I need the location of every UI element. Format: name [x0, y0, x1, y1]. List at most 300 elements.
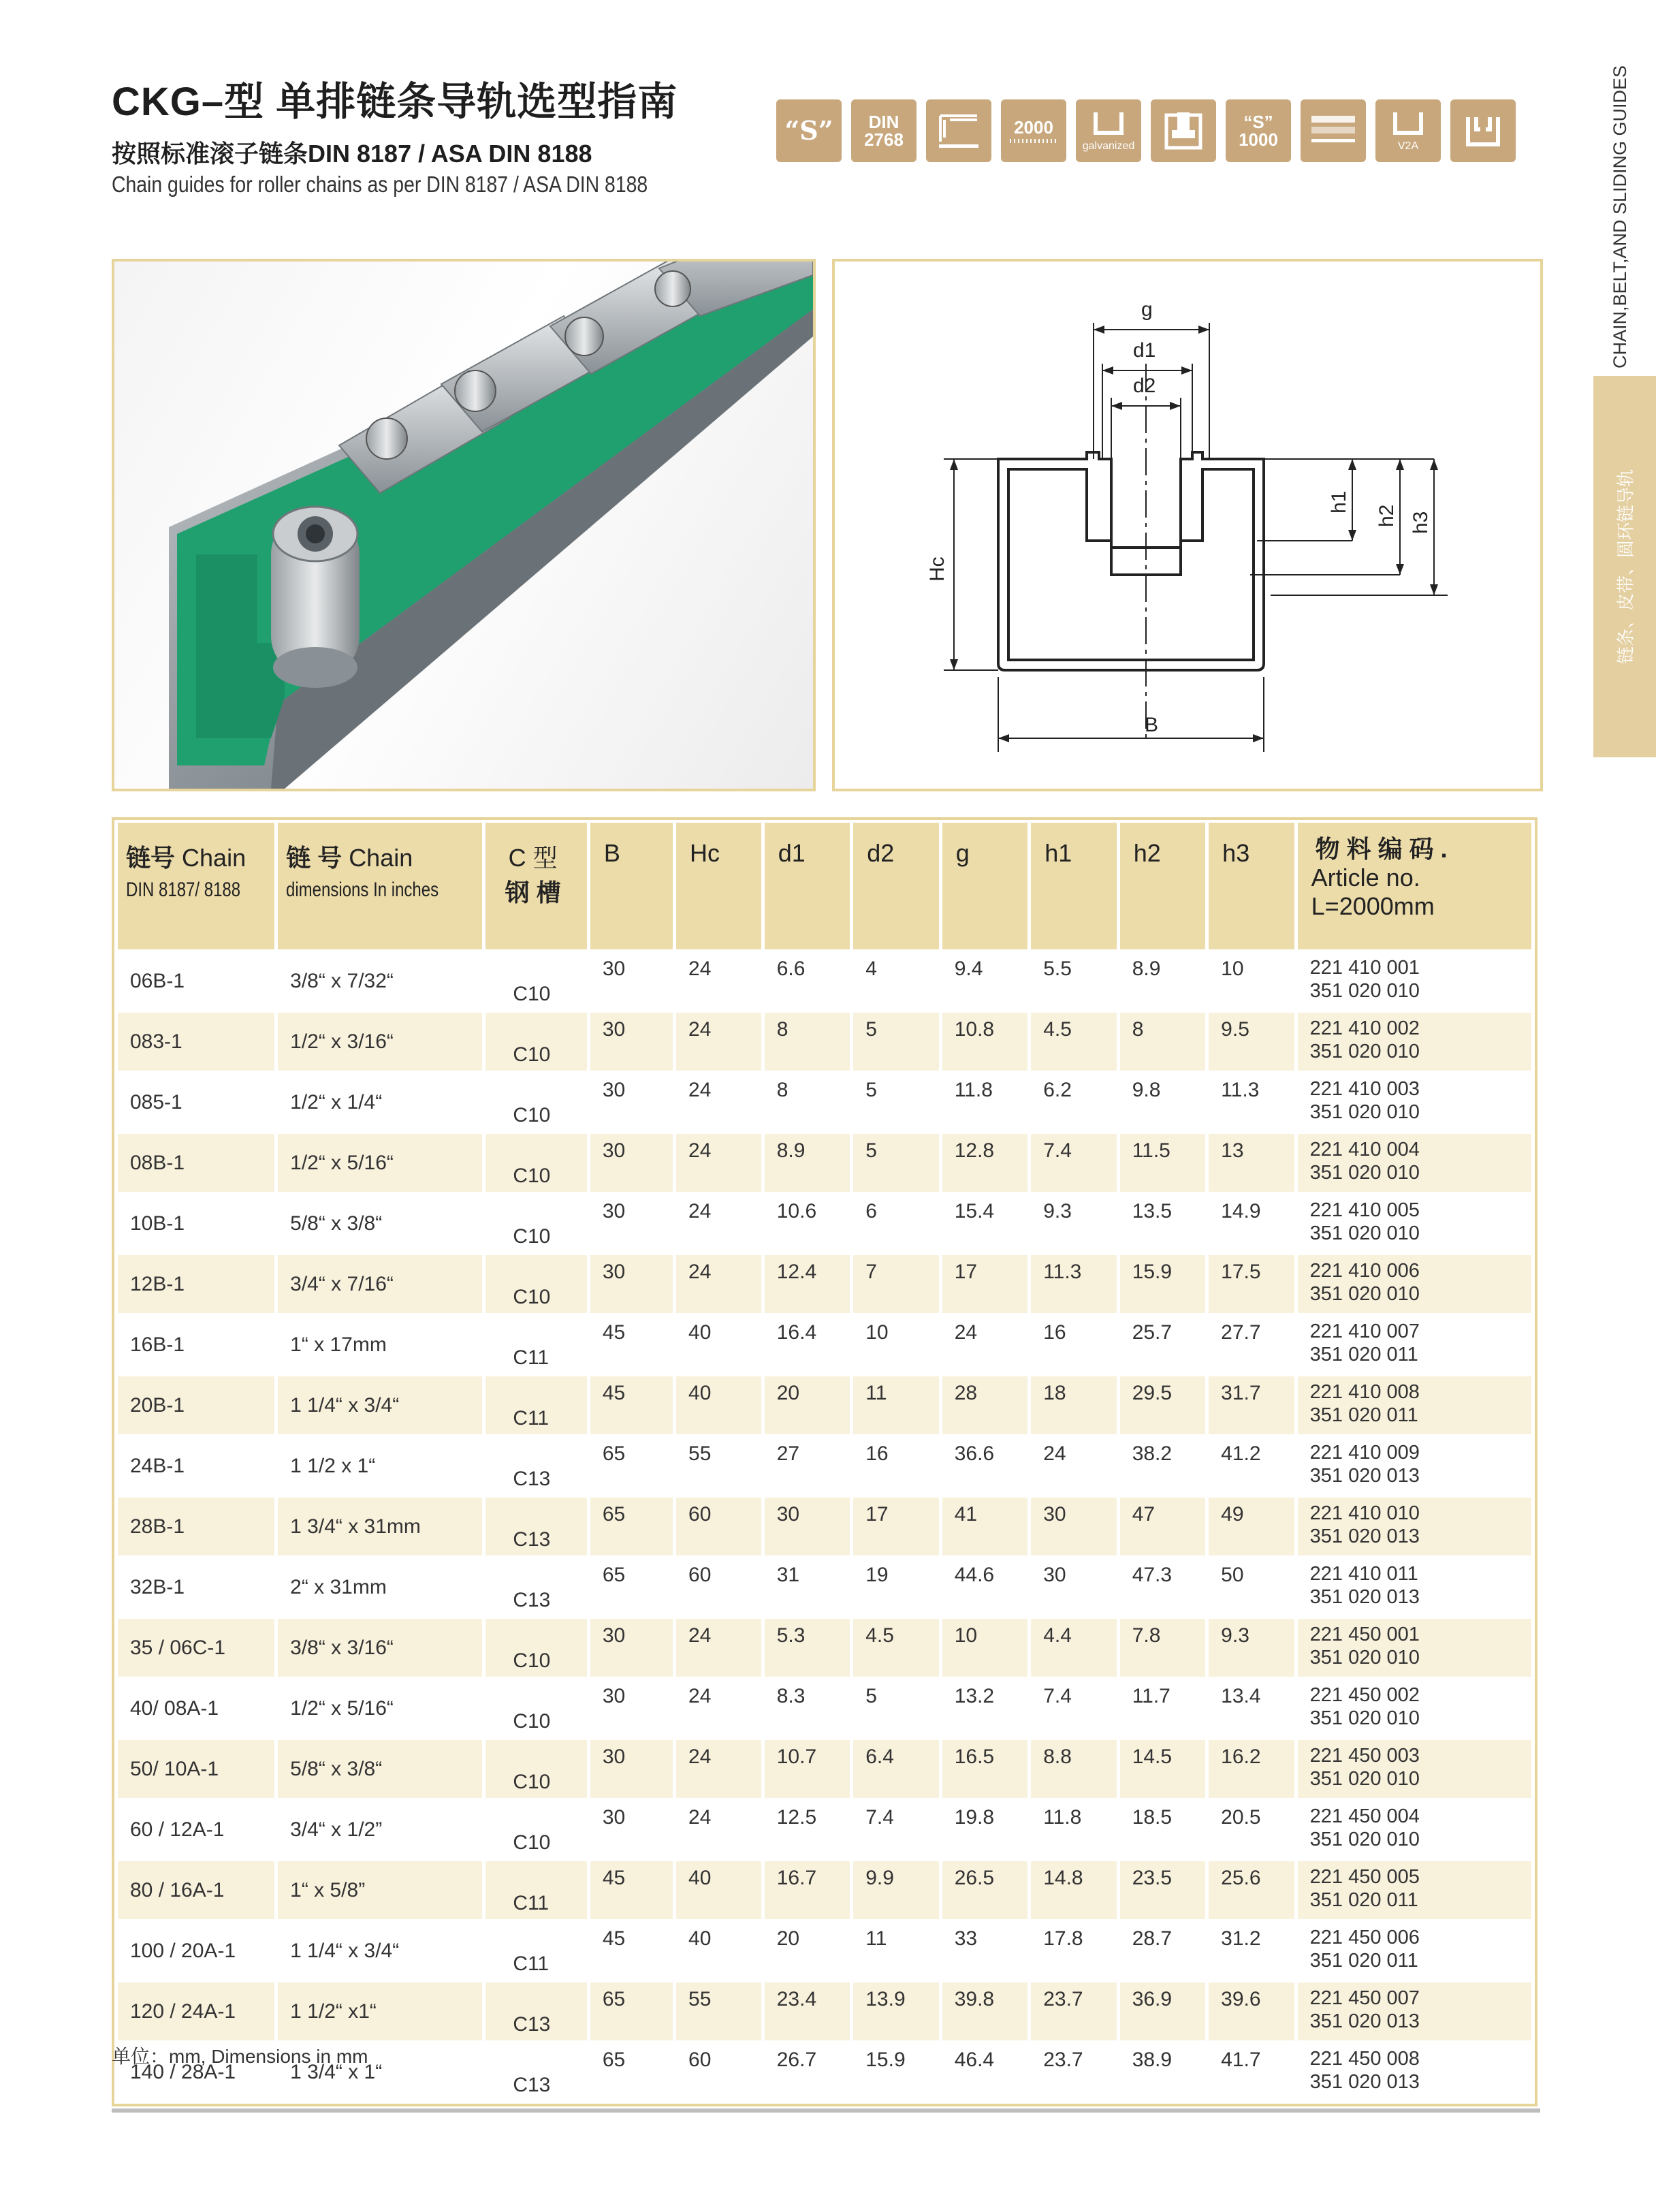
- article-no-primary: 221 450 008: [1309, 2048, 1420, 2070]
- cell-article-no: [1298, 1316, 1531, 1374]
- cell-g: 28: [942, 1376, 1027, 1434]
- cell-ctype: C13: [513, 2074, 551, 2096]
- cell-b: 30: [590, 1013, 673, 1071]
- col-g: g: [942, 823, 1027, 949]
- article-no-secondary: 351 020 010: [1309, 1162, 1420, 1184]
- cell-d2: 17: [853, 1498, 938, 1555]
- cell-g: 16.5: [942, 1740, 1027, 1798]
- cell-ctype: C10: [485, 1134, 587, 1192]
- cell-dim: 1 1/4“ x 3/4“: [278, 1376, 482, 1434]
- dim-label-d1: d1: [1133, 339, 1156, 362]
- table-row: [118, 1558, 1531, 1616]
- cell-chain: 80 / 16A-1: [118, 1861, 274, 1919]
- col-c-type: C 型 钢 槽: [485, 823, 587, 949]
- col-b: B: [590, 823, 673, 949]
- cell-h2: 36.9: [1120, 1982, 1205, 2040]
- cell-h3: 41.7: [1221, 2049, 1261, 2071]
- cell-g: 41: [942, 1498, 1027, 1555]
- cell-dim: 1/2“ x 5/16“: [278, 1134, 482, 1192]
- cell-d1: 8: [765, 1013, 850, 1071]
- cell-h2: 47.3: [1132, 1564, 1173, 1586]
- badge-s-1000-icon: “S” 1000: [1226, 99, 1291, 162]
- cell-h2: 25.7: [1132, 1321, 1173, 1344]
- cell-h1: 16: [1043, 1321, 1066, 1344]
- col-chain-dim: 链 号 Chain dimensions In inches: [278, 823, 482, 949]
- table-row: [118, 1922, 1531, 1980]
- cell-h1: 5.5: [1043, 958, 1072, 980]
- cell-h2: 14.5: [1120, 1740, 1205, 1798]
- cell-ctype: C11: [485, 1376, 587, 1434]
- cell-d2: 13.9: [853, 1982, 938, 2040]
- cell-b: 30: [602, 1079, 626, 1101]
- cell-d2: 15.9: [865, 2049, 906, 2071]
- cell-d1: 26.7: [776, 2049, 817, 2071]
- col-h3: h3: [1209, 823, 1294, 949]
- cell-d1: 8.9: [765, 1134, 850, 1192]
- cell-g: 24: [954, 1321, 978, 1344]
- cell-b: 30: [602, 1685, 626, 1707]
- cell-d2: 4.5: [853, 1619, 938, 1677]
- col-h2: h2: [1120, 823, 1205, 949]
- cell-d1: 10.6: [776, 1200, 817, 1222]
- side-category-tab: 链条、皮带、圆环链导轨: [1593, 376, 1656, 757]
- cell-h3: 16.2: [1209, 1740, 1294, 1798]
- cell-dim: 2“ x 31mm: [290, 1575, 387, 1598]
- cell-article-no: [1298, 1619, 1531, 1677]
- article-no-secondary: 351 020 010: [1309, 1829, 1420, 1850]
- badge-v2a-icon: V2A: [1375, 99, 1441, 162]
- dim-label-b: B: [1145, 714, 1159, 736]
- cell-ctype: C10: [485, 1740, 587, 1798]
- profile-drawing: [832, 259, 1543, 791]
- cell-g: 13.2: [954, 1685, 995, 1707]
- cell-h2: 28.7: [1132, 1927, 1173, 1950]
- badge-2000-length-icon: 2000: [1001, 99, 1066, 162]
- article-no-primary: 221 410 005: [1309, 1199, 1420, 1221]
- article-no-primary: 221 450 006: [1309, 1927, 1420, 1948]
- cell-ctype: C10: [513, 1710, 551, 1733]
- col-chain-no: 链号 Chain DIN 8187/ 8188: [118, 823, 274, 949]
- cell-article-no: [1298, 1558, 1531, 1616]
- badge-length-profile-icon: [926, 99, 991, 162]
- cell-ctype: C10: [485, 1255, 587, 1313]
- col-article-no: 物 料 编 码 . Article no. L=2000mm: [1298, 823, 1531, 949]
- cell-dim: 5/8“ x 3/8“: [278, 1740, 482, 1798]
- cell-chain: 140 / 28A-1: [130, 2060, 236, 2083]
- cell-d2: 5: [853, 1013, 938, 1071]
- cell-chain: 06B-1: [130, 969, 185, 992]
- cell-h2: 38.2: [1132, 1442, 1173, 1465]
- cell-h1: 4.5: [1031, 1013, 1116, 1071]
- cell-article-no: [1298, 1982, 1531, 2040]
- cell-ctype: C13: [513, 1589, 551, 1611]
- cell-hc: 24: [688, 1079, 712, 1101]
- article-no-secondary: 351 020 011: [1309, 1889, 1418, 1911]
- cell-b: 65: [602, 1442, 626, 1465]
- cell-h1: 4.4: [1031, 1619, 1116, 1677]
- col-d2: d2: [853, 823, 938, 949]
- cell-ctype: C10: [513, 1831, 551, 1854]
- cell-h1: 11.3: [1031, 1255, 1116, 1313]
- cell-h2: 23.5: [1120, 1861, 1205, 1919]
- cell-d1: 6.6: [776, 958, 806, 980]
- article-no-primary: 221 410 008: [1309, 1381, 1420, 1403]
- cell-g: 12.8: [942, 1134, 1027, 1192]
- cell-h2: 9.8: [1132, 1079, 1161, 1101]
- cell-d1: 8: [776, 1079, 788, 1101]
- article-no-primary: 221 450 005: [1309, 1866, 1420, 1888]
- table-row: [118, 952, 1531, 1010]
- table-row: [118, 1255, 1531, 1313]
- badge-profile-section-icon: [1450, 99, 1516, 162]
- table-row: [118, 1316, 1531, 1374]
- cell-article-no: [1298, 1861, 1531, 1919]
- dim-label-g: g: [1141, 298, 1153, 321]
- cell-article-no: [1298, 1437, 1531, 1495]
- cell-d1: 12.4: [765, 1255, 850, 1313]
- badge-layer-ruler-icon: [1301, 99, 1366, 162]
- cell-hc: 40: [688, 1321, 712, 1344]
- article-no-primary: 221 450 001: [1309, 1624, 1420, 1645]
- cell-h1: 8.8: [1031, 1740, 1116, 1798]
- product-photo: [112, 259, 816, 791]
- article-no-secondary: 351 020 013: [1309, 2010, 1420, 2032]
- cell-b: 30: [590, 1740, 673, 1798]
- cell-h3: 50: [1221, 1564, 1244, 1586]
- units-footnote: 单位：mm, Dimensions in mm: [112, 2046, 368, 2067]
- cell-d1: 5.3: [765, 1619, 850, 1677]
- col-d1: d1: [765, 823, 850, 949]
- cell-chain: 60 / 12A-1: [130, 1818, 225, 1841]
- cell-dim: 1“ x 5/8”: [278, 1861, 482, 1919]
- cell-h3: 39.6: [1209, 1982, 1294, 2040]
- dim-label-h3: h3: [1409, 511, 1432, 534]
- cell-h2: 47: [1120, 1498, 1205, 1555]
- cell-g: 44.6: [954, 1564, 995, 1586]
- spec-table-body: [118, 952, 1531, 2101]
- cell-d1: 12.5: [776, 1806, 817, 1829]
- cell-dim: 5/8“ x 3/8“: [290, 1212, 383, 1235]
- article-no-secondary: 351 020 010: [1309, 1768, 1420, 1790]
- cell-h1: 24: [1043, 1442, 1066, 1465]
- article-no-secondary: 351 020 010: [1309, 1041, 1420, 1062]
- cell-h3: 27.7: [1221, 1321, 1261, 1344]
- cell-h1: 6.2: [1043, 1079, 1072, 1101]
- cell-dim: 1“ x 17mm: [290, 1333, 387, 1356]
- dim-label-hc: Hc: [926, 556, 949, 582]
- cell-h1: 23.7: [1031, 1982, 1116, 2040]
- cell-ctype: C13: [485, 1982, 587, 2040]
- cell-h2: 7.8: [1120, 1619, 1205, 1677]
- table-row: [118, 1982, 1531, 2040]
- cell-b: 45: [590, 1861, 673, 1919]
- cell-hc: 24: [676, 1619, 761, 1677]
- cell-g: 26.5: [942, 1861, 1027, 1919]
- cell-article-no: [1298, 1013, 1531, 1071]
- cell-ctype: C10: [513, 1225, 551, 1248]
- cell-h2: 15.9: [1120, 1255, 1205, 1313]
- article-no-primary: 221 410 011: [1309, 1563, 1418, 1585]
- table-row: [118, 1801, 1531, 1859]
- cell-d1: 16.4: [776, 1321, 817, 1344]
- cell-dim: 3/8“ x 7/32“: [290, 969, 394, 992]
- cell-h3: 25.6: [1209, 1861, 1294, 1919]
- cell-h2: 8.9: [1132, 958, 1161, 980]
- cell-article-no: [1298, 1376, 1531, 1434]
- cell-d1: 8.3: [776, 1685, 806, 1707]
- cell-b: 30: [590, 1134, 673, 1192]
- cell-chain: 35 / 06C-1: [118, 1619, 274, 1677]
- cell-b: 65: [590, 1498, 673, 1555]
- article-no-secondary: 351 020 013: [1309, 2071, 1420, 2093]
- spec-table: [112, 817, 1537, 2106]
- cell-h3: 9.5: [1209, 1013, 1294, 1071]
- article-no-secondary: 351 020 013: [1309, 1526, 1420, 1547]
- table-row: [118, 1134, 1531, 1192]
- cell-b: 45: [602, 1321, 626, 1344]
- cell-b: 65: [602, 1564, 626, 1586]
- cell-hc: 24: [676, 1740, 761, 1798]
- cell-g: 10: [942, 1619, 1027, 1677]
- cell-ctype: C13: [485, 1498, 587, 1555]
- cell-d2: 10: [865, 1321, 889, 1344]
- cell-b: 30: [602, 1200, 626, 1222]
- cell-article-no: [1298, 1255, 1531, 1313]
- cell-ctype: C10: [513, 1104, 551, 1126]
- cell-chain: 10B-1: [130, 1212, 185, 1235]
- cell-h1: 17.8: [1043, 1927, 1083, 1950]
- cell-dim: 1 1/4“ x 3/4“: [290, 1939, 400, 1962]
- badge-mounting-icon: [1151, 99, 1216, 162]
- cell-g: 46.4: [954, 2049, 995, 2071]
- cell-d2: 9.9: [853, 1861, 938, 1919]
- table-row: [118, 1679, 1531, 1737]
- article-no-primary: 221 410 004: [1309, 1139, 1420, 1160]
- table-row: [118, 1376, 1531, 1434]
- cell-dim: 1/2“ x 5/16“: [290, 1696, 394, 1720]
- article-no-secondary: 351 020 010: [1309, 1647, 1420, 1669]
- side-category-label: CHAIN,BELT,AND SLIDING GUIDES: [1610, 65, 1631, 368]
- table-row: [118, 1861, 1531, 1919]
- col-h1: h1: [1031, 823, 1116, 949]
- cell-h2: 38.9: [1132, 2049, 1173, 2071]
- cell-hc: 55: [688, 1442, 712, 1465]
- cell-hc: 24: [676, 1255, 761, 1313]
- cell-chain: 24B-1: [130, 1454, 185, 1477]
- cell-d1: 16.7: [765, 1861, 850, 1919]
- cell-d2: 7: [853, 1255, 938, 1313]
- cell-chain: 28B-1: [118, 1498, 274, 1555]
- cell-ctype: C10: [485, 1013, 587, 1071]
- article-no-secondary: 351 020 011: [1309, 1404, 1418, 1426]
- dim-label-h2: h2: [1375, 504, 1398, 527]
- cell-b: 30: [590, 1619, 673, 1677]
- cell-d1: 20: [776, 1927, 800, 1950]
- article-no-primary: 221 450 007: [1309, 1987, 1420, 2009]
- cell-chain: 120 / 24A-1: [118, 1982, 274, 2040]
- article-no-primary: 221 410 007: [1309, 1321, 1420, 1342]
- article-no-primary: 221 410 009: [1309, 1442, 1420, 1464]
- cell-hc: 55: [676, 1982, 761, 2040]
- article-no-primary: 221 410 001: [1309, 957, 1420, 979]
- cell-dim: 3/4“ x 1/2”: [290, 1818, 383, 1841]
- cell-g: 9.4: [954, 958, 983, 980]
- cell-b: 65: [602, 2049, 626, 2071]
- subtitle-cn: 按照标准滚子链条DIN 8187 / ASA DIN 8188: [112, 140, 592, 168]
- cell-hc: 60: [676, 1498, 761, 1555]
- article-no-primary: 221 410 006: [1309, 1260, 1420, 1282]
- cell-h1: 11.8: [1043, 1806, 1082, 1829]
- article-no-primary: 221 450 004: [1309, 1805, 1420, 1827]
- cell-chain: 100 / 20A-1: [130, 1939, 236, 1962]
- col-hc: Hc: [676, 823, 761, 949]
- cell-hc: 40: [688, 1927, 712, 1950]
- bottom-divider: [112, 2108, 1540, 2113]
- cell-h3: 10: [1221, 958, 1244, 980]
- cell-d2: 11: [853, 1376, 938, 1434]
- cell-b: 45: [590, 1376, 673, 1434]
- cell-h2: 18.5: [1132, 1806, 1173, 1829]
- cell-g: 11.8: [954, 1079, 993, 1101]
- cell-chain: 083-1: [118, 1013, 274, 1071]
- cell-h2: 11.5: [1120, 1134, 1205, 1192]
- cell-b: 65: [590, 1982, 673, 2040]
- cell-hc: 24: [688, 1685, 712, 1707]
- cell-d2: 11: [865, 1927, 887, 1950]
- cell-ctype: C13: [513, 1468, 551, 1490]
- cell-ctype: C10: [513, 983, 551, 1005]
- cell-chain: 085-1: [130, 1090, 182, 1113]
- cell-dim: 1 3/4“ x 31mm: [278, 1498, 482, 1555]
- cell-h1: 18: [1031, 1376, 1116, 1434]
- cell-h3: 13: [1209, 1134, 1294, 1192]
- cell-g: 33: [954, 1927, 978, 1950]
- cell-b: 45: [602, 1927, 626, 1950]
- article-no-secondary: 351 020 013: [1309, 1465, 1420, 1487]
- cell-hc: 40: [676, 1861, 761, 1919]
- cell-h3: 9.3: [1209, 1619, 1294, 1677]
- cell-h2: 29.5: [1120, 1376, 1205, 1434]
- property-badges: [776, 99, 1516, 162]
- cell-g: 36.6: [954, 1442, 995, 1465]
- cell-h1: 9.3: [1043, 1200, 1072, 1222]
- cell-chain: 40/ 08A-1: [130, 1696, 219, 1720]
- cell-article-no: [1298, 952, 1531, 1010]
- table-row: [118, 1619, 1531, 1677]
- cell-chain: 16B-1: [130, 1333, 185, 1356]
- cell-h1: 23.7: [1043, 2049, 1083, 2071]
- cell-d2: 6: [865, 1200, 877, 1222]
- cell-d2: 19: [865, 1564, 889, 1586]
- cell-article-no: [1298, 1195, 1531, 1252]
- cell-article-no: [1298, 1498, 1531, 1555]
- cell-dim: 1 3/4“ x 1“: [290, 2060, 383, 2083]
- article-no-secondary: 351 020 011: [1309, 1950, 1418, 1972]
- cell-h3: 14.9: [1221, 1200, 1261, 1222]
- article-no-secondary: 351 020 010: [1309, 1222, 1420, 1244]
- cell-g: 17: [942, 1255, 1027, 1313]
- cell-h2: 8: [1120, 1013, 1205, 1071]
- cell-h2: 11.7: [1132, 1685, 1170, 1707]
- cell-hc: 24: [688, 1200, 712, 1222]
- cell-article-no: [1298, 2043, 1531, 2101]
- article-no-secondary: 351 020 010: [1309, 980, 1420, 1002]
- cell-d1: 27: [776, 1442, 800, 1465]
- cell-article-no: [1298, 1801, 1531, 1859]
- cell-article-no: [1298, 1922, 1531, 1980]
- cell-dim: 1/2“ x 3/16“: [278, 1013, 482, 1071]
- cell-h3: 49: [1209, 1498, 1294, 1555]
- page-title: CKG–型 单排链条导轨选型指南: [112, 80, 678, 124]
- article-no-primary: 221 450 003: [1309, 1745, 1420, 1767]
- cell-article-no: [1298, 1740, 1531, 1798]
- article-no-secondary: 351 020 010: [1309, 1707, 1420, 1729]
- cell-b: 30: [590, 1255, 673, 1313]
- cell-hc: 40: [676, 1376, 761, 1434]
- cell-d1: 10.7: [765, 1740, 850, 1798]
- cell-h1: 30: [1031, 1498, 1116, 1555]
- cell-h2: 13.5: [1132, 1200, 1173, 1222]
- cell-dim: 3/4“ x 7/16“: [278, 1255, 482, 1313]
- cell-d2: 5: [853, 1134, 938, 1192]
- cell-d1: 20: [765, 1376, 850, 1434]
- table-row: [118, 1740, 1531, 1798]
- cell-b: 30: [602, 958, 626, 980]
- cell-h3: 17.5: [1209, 1255, 1294, 1313]
- cell-d2: 16: [865, 1442, 889, 1465]
- cell-chain: 20B-1: [118, 1376, 274, 1434]
- cell-chain: 08B-1: [118, 1134, 274, 1192]
- table-row: [118, 1073, 1531, 1131]
- cell-h1: 7.4: [1031, 1134, 1116, 1192]
- cell-h1: 7.4: [1043, 1685, 1072, 1707]
- cell-h3: 31.7: [1209, 1376, 1294, 1434]
- cell-hc: 24: [688, 1806, 712, 1829]
- cell-g: 10.8: [942, 1013, 1027, 1071]
- cell-d1: 23.4: [765, 1982, 850, 2040]
- cell-chain: 32B-1: [130, 1575, 185, 1598]
- article-no-primary: 221 410 002: [1309, 1017, 1420, 1039]
- cell-b: 30: [602, 1806, 626, 1829]
- article-no-primary: 221 450 002: [1309, 1684, 1420, 1706]
- cell-g: 19.8: [954, 1806, 995, 1829]
- cell-g: 39.8: [942, 1982, 1027, 2040]
- cell-h3: 31.2: [1221, 1927, 1261, 1950]
- cell-h1: 14.8: [1031, 1861, 1116, 1919]
- table-row: [118, 1195, 1531, 1252]
- badge-din-2768-icon: DIN 2768: [851, 99, 917, 162]
- cell-chain: 50/ 10A-1: [118, 1740, 274, 1798]
- cell-h3: 20.5: [1221, 1806, 1261, 1829]
- cell-hc: 60: [688, 1564, 712, 1586]
- cell-hc: 60: [688, 2049, 712, 2071]
- cell-d2: 7.4: [865, 1806, 894, 1829]
- cell-dim: 1 1/2 x 1“: [290, 1454, 376, 1477]
- cell-d2: 5: [865, 1079, 877, 1101]
- table-row: [118, 1498, 1531, 1555]
- cell-dim: 1 1/2“ x1“: [278, 1982, 482, 2040]
- cell-g: 15.4: [954, 1200, 995, 1222]
- cell-article-no: [1298, 1134, 1531, 1192]
- cell-article-no: [1298, 1073, 1531, 1131]
- cell-h3: 11.3: [1221, 1079, 1260, 1101]
- cell-d1: 31: [776, 1564, 800, 1586]
- cell-dim: 1/2“ x 1/4“: [290, 1090, 383, 1113]
- article-no-secondary: 351 020 013: [1309, 1586, 1420, 1608]
- table-header-row: [118, 823, 1531, 949]
- cell-chain: 12B-1: [118, 1255, 274, 1313]
- subtitle-en: Chain guides for roller chains as per DIN 8187 / ASA DIN 8188: [112, 172, 648, 197]
